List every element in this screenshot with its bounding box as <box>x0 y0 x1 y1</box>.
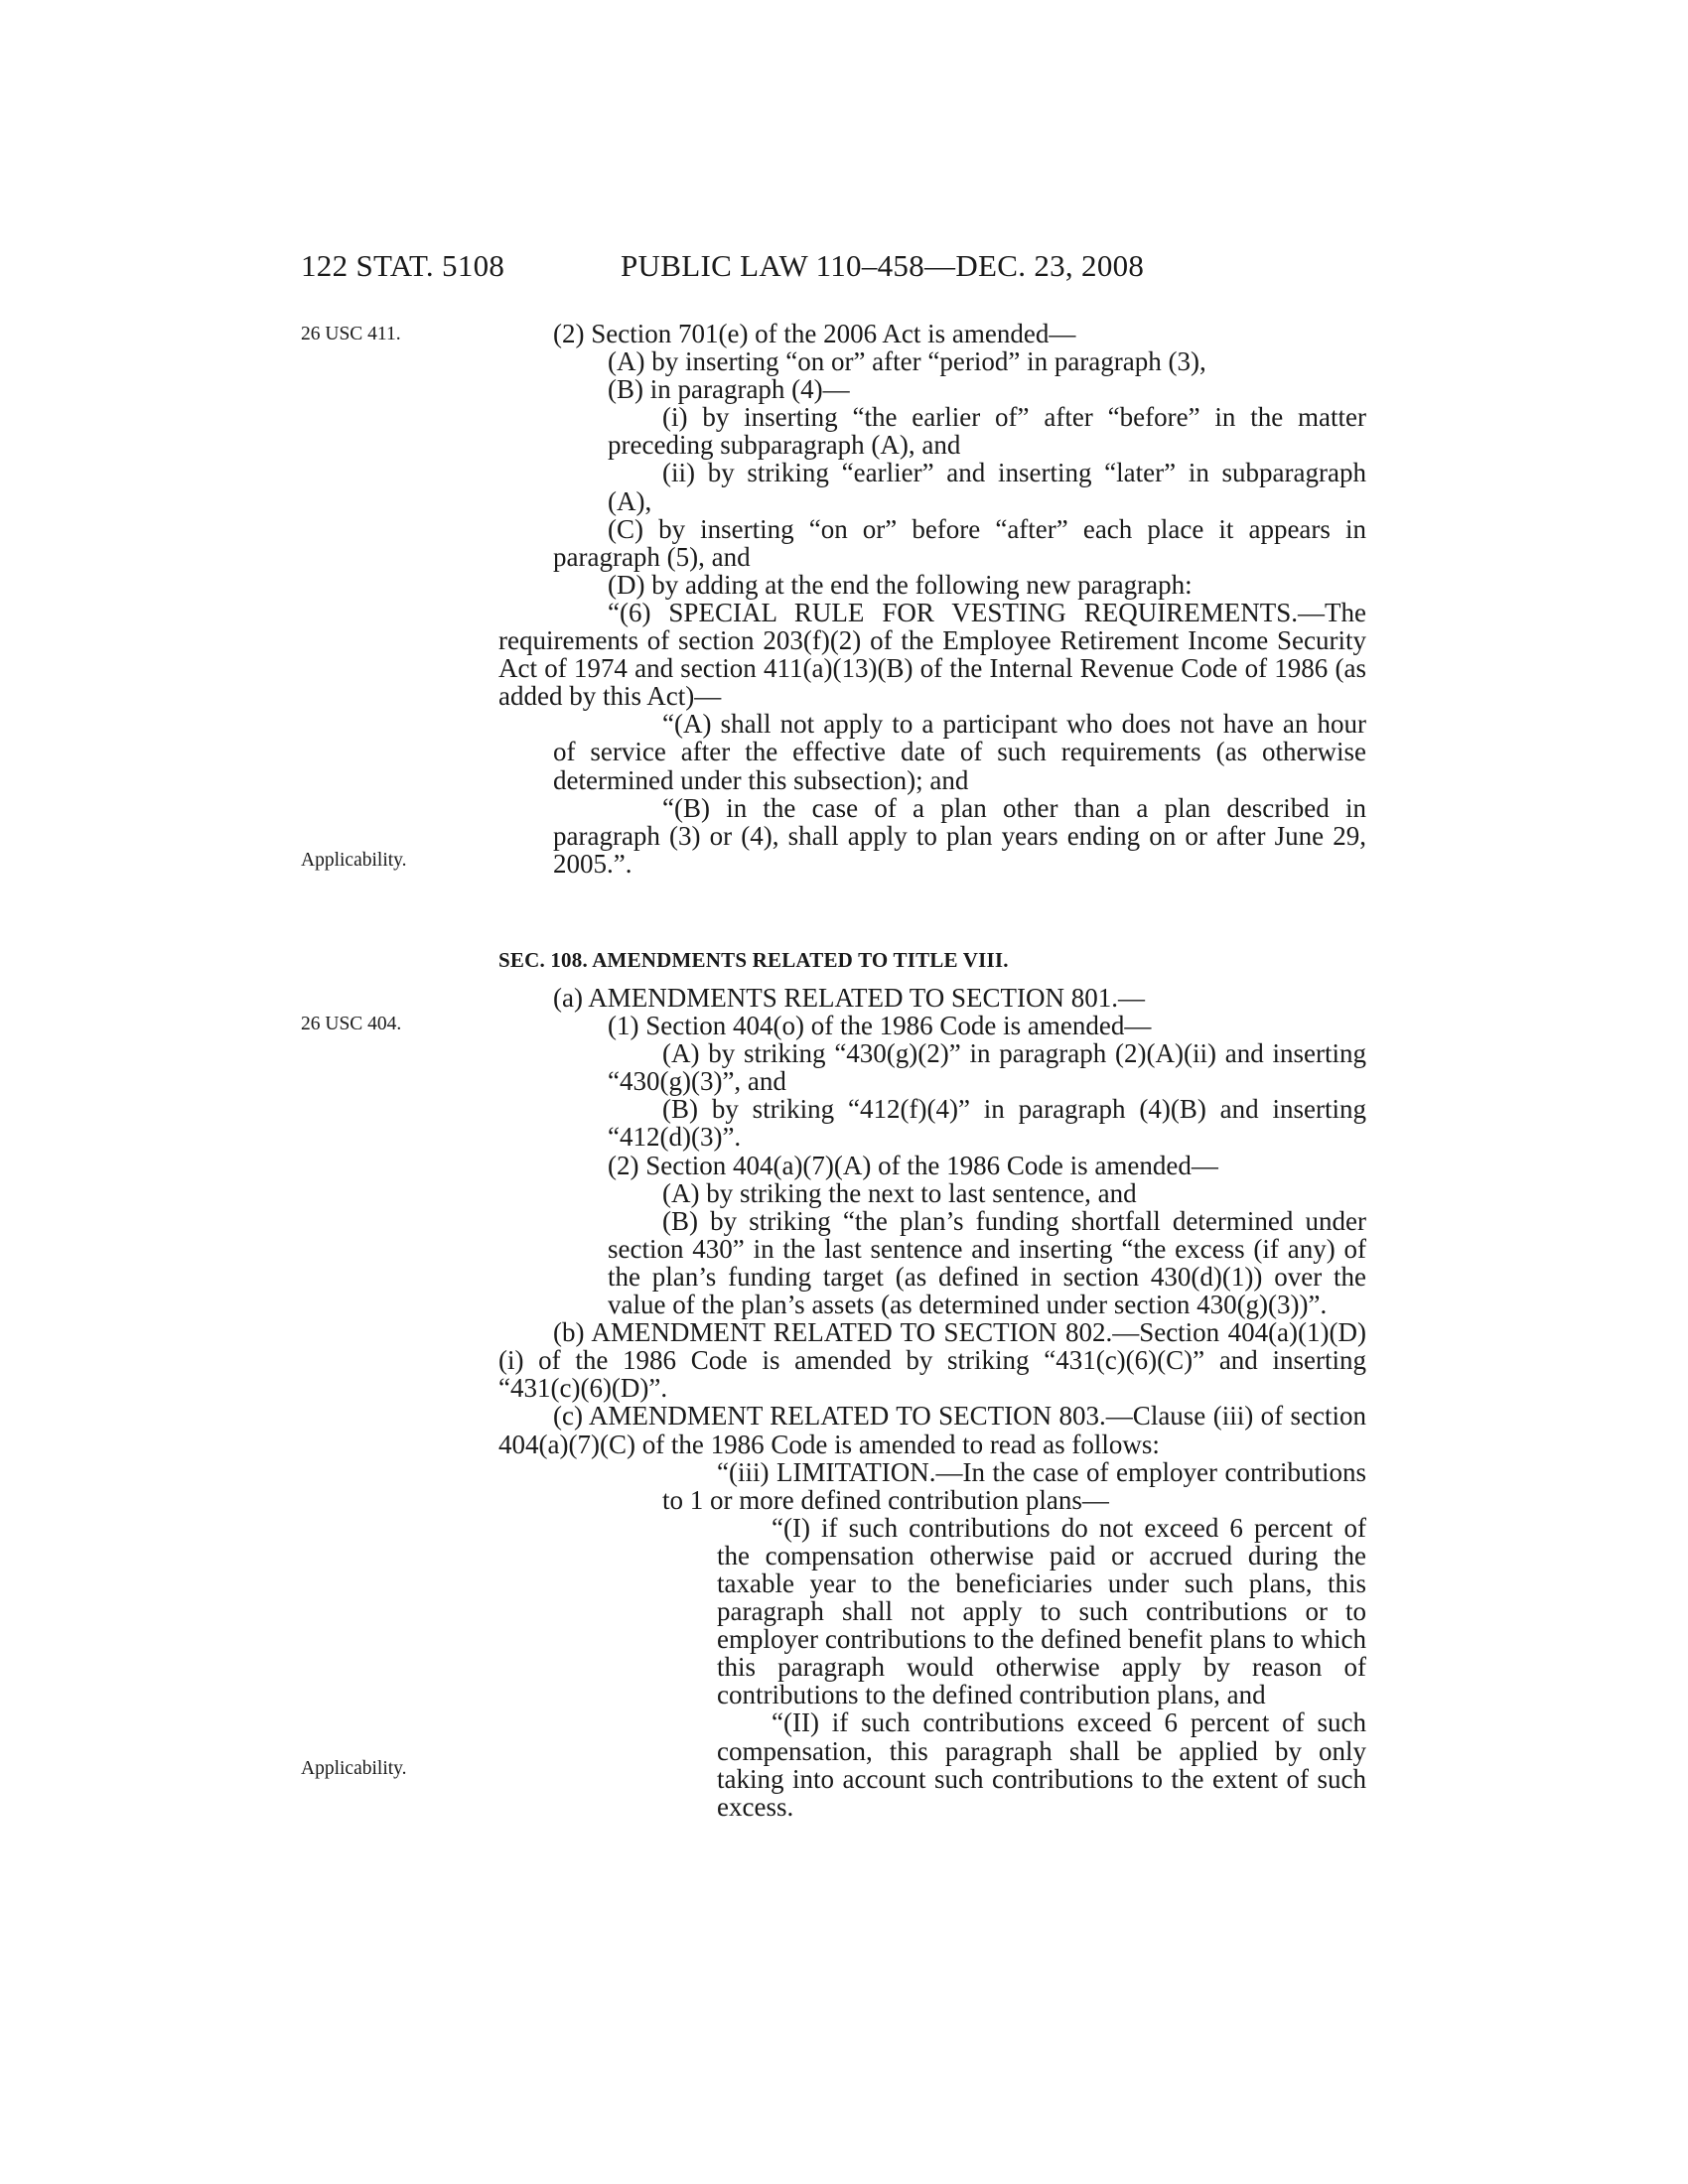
body-text-part2 <box>498 984 1366 1821</box>
paragraph: (1) Section 404(o) of the 1986 Code is amended— <box>608 1011 1152 1041</box>
paragraph: (A) by inserting “on or” after “period” in paragraph (3), <box>608 346 1206 377</box>
paragraph: (b) AMENDMENT RELATED TO SECTION 802.—Section 404(a)(1)(D)(i) of the 1986 Code is amended by striking “431(c)(6)(C)” and inserting “431(c)(6)(D)”. <box>498 1317 1366 1404</box>
paragraph: (A) by striking the next to last sentence, and <box>662 1177 1137 1208</box>
paragraph: (B) in paragraph (4)— <box>608 374 850 405</box>
paragraph: (D) by adding at the end the following new paragraph: <box>608 569 1193 600</box>
paragraph: “(iii) LIMITATION.—In the case of employer contributions to 1 or more defined contribution plans— <box>662 1456 1366 1515</box>
paragraph: (ii) by striking “earlier” and inserting “later” in subparagraph (A), <box>608 458 1366 516</box>
margin-note-usc404: 26 USC 404. <box>301 1014 402 1034</box>
paragraph: (2) Section 404(a)(7)(A) of the 1986 Code is amended— <box>608 1150 1218 1180</box>
paragraph: “(A) shall not apply to a participant who does not have an hour of service after the effective date of such requirements (as otherwise determined under this subsection); and <box>553 709 1366 795</box>
page-stat-number: 122 STAT. 5108 <box>301 248 505 283</box>
paragraph: “(II) if such contributions exceed 6 percent of such compensation, this paragraph shall be applied by only taking into account such contributions to the extent of such excess. <box>717 1707 1366 1822</box>
paragraph: (c) AMENDMENT RELATED TO SECTION 803.—Clause (iii) of section 404(a)(7)(C) of the 1986 Code is amended to read as follows: <box>498 1401 1366 1459</box>
paragraph: (C) by inserting “on or” before “after” each place it appears in paragraph (5), and <box>553 513 1366 572</box>
paragraph: “(6) SPECIAL RULE FOR VESTING REQUIREMENTS.—The requirements of section 203(f)(2) of the Employee Retirement Income Security Act of 1974 and section 411(a)(13)(B) of the Internal Revenue Code of 1986 (as added by this Act)— <box>498 597 1366 712</box>
paragraph: (a) AMENDMENTS RELATED TO SECTION 801.— <box>553 983 1145 1013</box>
paragraph: “(I) if such contributions do not exceed 6 percent of the compensation otherwise paid or accrued during the taxable year to the beneficiaries under such plans, this paragraph shall not apply to such contributions or to employer contributions to the defined benefit plans to which this paragraph would otherwise apply by reason of contributions to the defined contribution plans, and <box>717 1512 1366 1710</box>
margin-note-usc411: 26 USC 411. <box>301 324 401 344</box>
paragraph: “(B) in the case of a plan other than a plan described in paragraph (3) or (4), shall apply to plan years ending on or after June 29, 2005.”. <box>553 792 1366 879</box>
running-header: PUBLIC LAW 110–458—DEC. 23, 2008 <box>621 248 1145 283</box>
margin-note-applicability: Applicability. <box>301 850 407 871</box>
margin-note-applicability: Applicability. <box>301 1758 407 1779</box>
paragraph: (B) by striking “412(f)(4)” in paragraph (4)(B) and inserting “412(d)(3)”. <box>608 1094 1366 1153</box>
paragraph: (i) by inserting “the earlier of” after “before” in the matter preceding subparagraph (A), and <box>608 402 1366 461</box>
paragraph: (B) by striking “the plan’s funding shortfall determined under section 430” in the last sentence and inserting “the excess (if any) of the plan’s funding target (as defined in section 430(d)(1)) over the value of the plan’s assets (as determined under section 430(g)(3))”. <box>608 1205 1366 1320</box>
section-heading: SEC. 108. AMENDMENTS RELATED TO TITLE VIII. <box>498 948 1009 972</box>
body-text-part1 <box>498 320 1366 878</box>
paragraph: (2) Section 701(e) of the 2006 Act is amended— <box>553 319 1076 348</box>
paragraph: (A) by striking “430(g)(2)” in paragraph (2)(A)(ii) and inserting “430(g)(3)”, and <box>608 1038 1366 1097</box>
